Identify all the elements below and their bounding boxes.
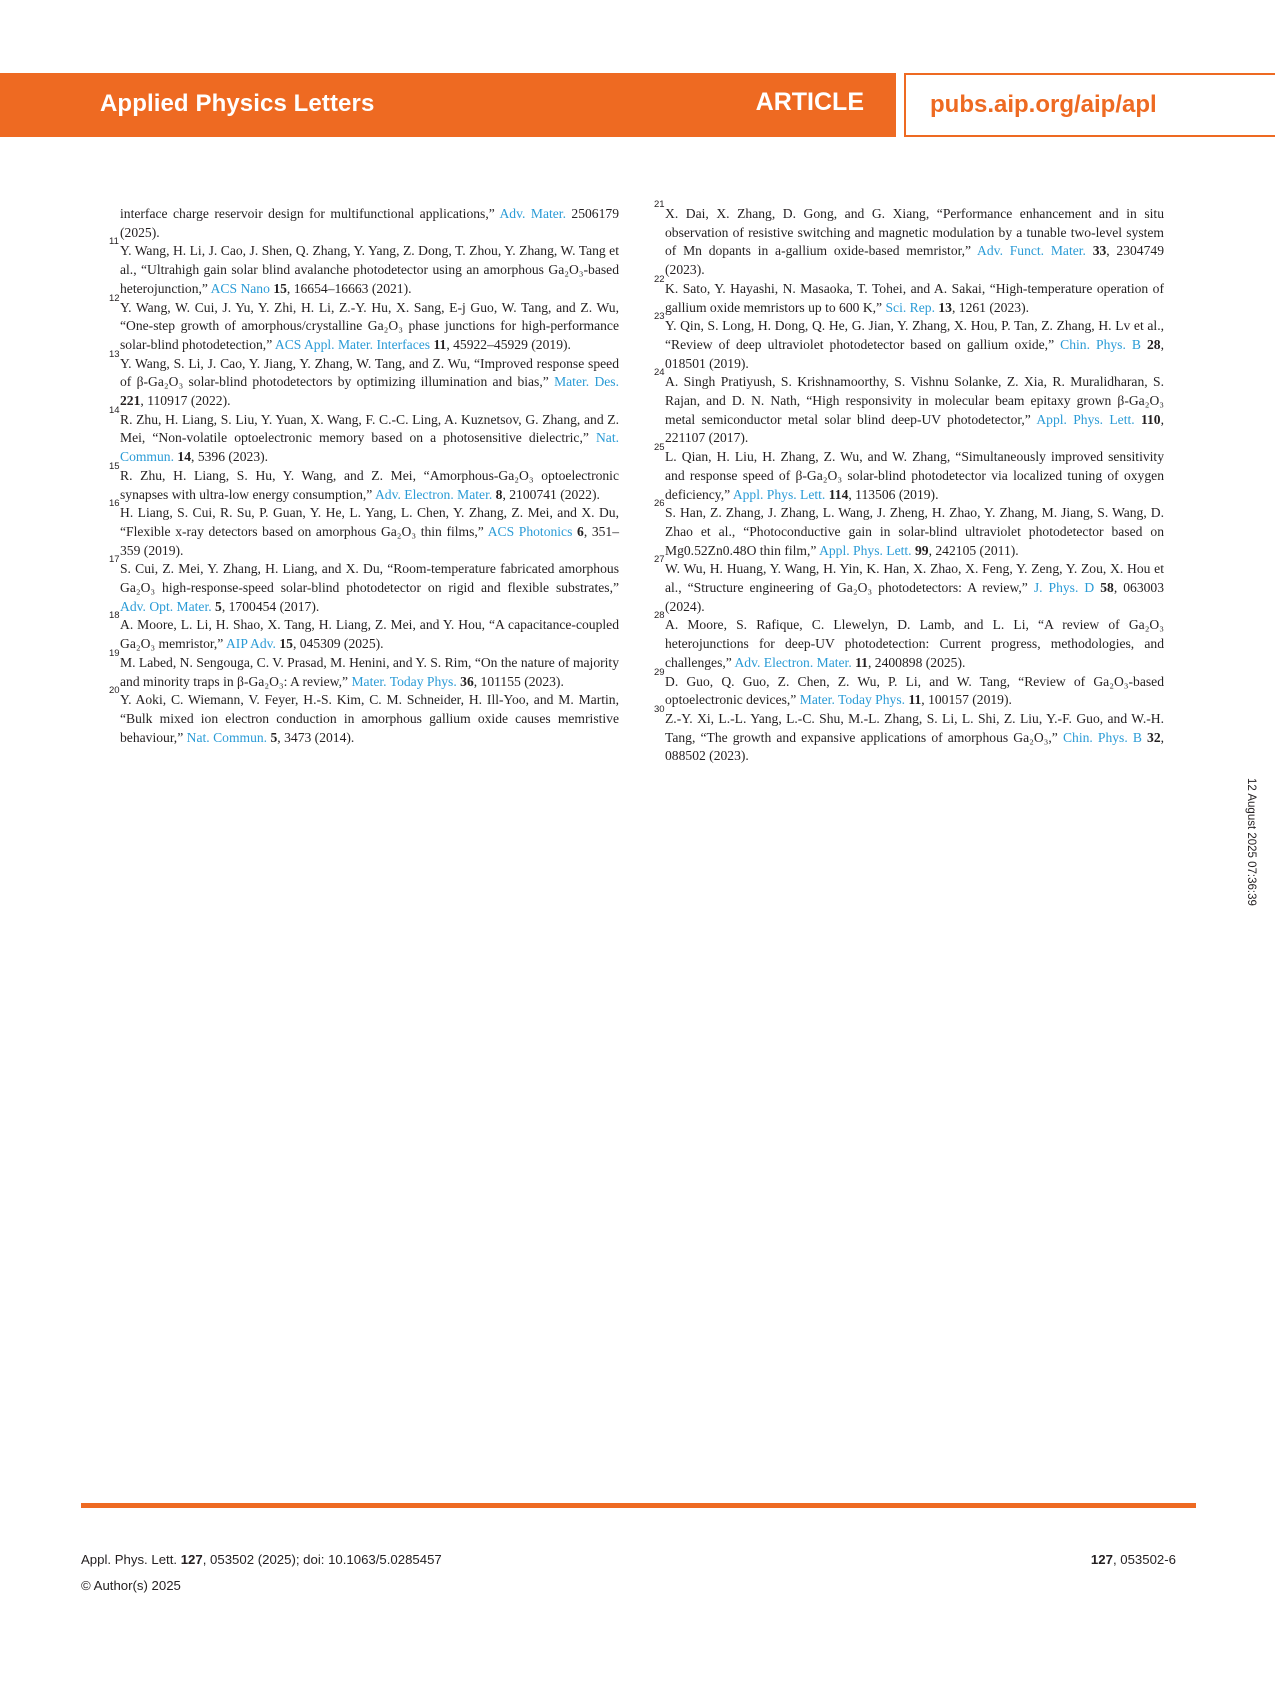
- reference-volume: 28: [1146, 336, 1161, 352]
- reference-volume: 15: [273, 280, 287, 296]
- reference-pages: , 45922–45929 (2019).: [446, 336, 571, 352]
- reference-pages: , 2100741 (2022).: [502, 486, 600, 502]
- journal-link[interactable]: Chin. Phys. B: [1062, 729, 1142, 745]
- reference-text: Y. Wang, H. Li, J. Cao, J. Shen, Q. Zhang, Y. Yang, Z. Dong, T. Zhou, Y. Zhang, W. Tang et al., “Ultrahigh gain solar blind avalanche photodetector using an amorphous Ga₂O₃-based heterojunction,”: [120, 243, 619, 296]
- reference-text: R. Zhu, H. Liang, S. Liu, Y. Yuan, X. Wang, F. C.-C. Ling, A. Kuznetsov, G. Zhang, and Z. Mei, “Non-volatile optoelectronic memory based on a photosensitive dielectric,”: [120, 411, 619, 446]
- reference-pages: , 018501 (2019).: [665, 336, 1164, 371]
- reference-text: D. Guo, Q. Guo, Z. Chen, Z. Wu, P. Li, and W. Tang, “Review of Ga₂O₃-based optoelectronic devices,”: [665, 673, 1164, 708]
- reference-text: H. Liang, S. Cui, R. Su, P. Guan, Y. He, L. Yang, L. Chen, Y. Zhang, Z. Mei, and X. Du, “Flexible x-ray detectors based on amorphous Ga₂O₃ thin films,”: [120, 505, 619, 539]
- reference-pages: , 5396 (2023).: [191, 449, 269, 465]
- journal-link[interactable]: Appl. Phys. Lett.: [819, 542, 912, 558]
- reference-volume: 5: [270, 729, 278, 745]
- reference-number: 17: [109, 554, 120, 566]
- reference-volume: 11: [855, 654, 868, 670]
- reference-number: 27: [654, 554, 665, 566]
- reference-volume: 33: [1092, 243, 1107, 259]
- reference-entry: [109, 647, 620, 691]
- references-left-column: [109, 205, 620, 747]
- journal-link[interactable]: Sci. Rep.: [885, 299, 935, 315]
- reference-pages: , 16654–16663 (2021).: [286, 280, 412, 296]
- reference-pages: , 045309 (2025).: [292, 636, 384, 652]
- reference-pages: , 101155 (2023).: [473, 673, 564, 689]
- reference-text: K. Sato, Y. Hayashi, N. Masaoka, T. Tohei, and A. Sakai, “High-temperature operation of gallium oxide memristors up to 600 K,”: [665, 280, 1164, 315]
- reference-text: Z.-Y. Xi, L.-L. Yang, L.-C. Shu, M.-L. Zhang, S. Li, L. Shi, Z. Liu, Y.-F. Guo, and W.-H. Tang, “The growth and expansive applications of amorphous Ga₂O₃,”: [665, 710, 1164, 745]
- reference-pages: , 1261 (2023).: [951, 299, 1029, 315]
- reference-pages: , 100157 (2019).: [921, 692, 1012, 708]
- reference-number: 20: [109, 685, 120, 697]
- reference-number: 15: [109, 460, 120, 472]
- reference-volume: 221: [120, 393, 141, 409]
- reference-volume: 99: [914, 542, 929, 558]
- journal-link[interactable]: Appl. Phys. Lett.: [732, 486, 826, 502]
- reference-number: 24: [654, 367, 665, 379]
- journal-link[interactable]: Nat. Commun.: [120, 430, 619, 465]
- reference-text: A. Singh Pratiyush, S. Krishnamoorthy, S. Vishnu Solanke, Z. Xia, R. Muralidharan, S. Rajan, and D. N. Nath, “High responsivity in molecular beam epitaxy grown β-Ga₂O₃ metal semiconductor metal solar blind deep-UV photodetector,”: [665, 374, 1164, 427]
- reference-volume: 36: [460, 673, 474, 689]
- reference-pages: , 351–359 (2019).: [120, 523, 620, 558]
- reference-pages: , 2400898 (2025).: [867, 654, 966, 670]
- reference-volume: 14: [177, 449, 192, 465]
- reference-number: 19: [109, 647, 120, 659]
- reference-pages: , 088502 (2023).: [665, 729, 1165, 764]
- journal-link[interactable]: ACS Nano: [210, 280, 270, 296]
- reference-volume: 32: [1147, 729, 1161, 745]
- journal-link[interactable]: Adv. Opt. Mater.: [120, 598, 212, 614]
- reference-entry: [120, 205, 619, 242]
- reference-pages: , 063003 (2024).: [665, 580, 1164, 614]
- reference-number: 16: [109, 498, 120, 510]
- reference-pages: , 221107 (2017).: [665, 411, 1165, 446]
- reference-volume: 5: [215, 598, 222, 614]
- reference-text: Y. Wang, S. Li, J. Cao, Y. Jiang, Y. Zhang, W. Tang, and Z. Wu, “Improved response speed of β-Ga₂O₃ solar-blind photodetectors by optimizing illumination and bias,”: [120, 355, 619, 390]
- reference-entry: [654, 273, 1164, 317]
- journal-link[interactable]: Mater. Today Phys.: [799, 692, 906, 708]
- article-type-label: ARTICLE: [755, 88, 864, 116]
- reference-volume: 8: [495, 486, 503, 502]
- reference-text: Y. Aoki, C. Wiemann, V. Feyer, H.-S. Kim, C. M. Schneider, H. Ill-Yoo, and M. Martin, “Bulk mixed ion electron conduction in amorphous gallium oxide causes memristive behaviour,”: [120, 692, 619, 745]
- reference-text: Y. Qin, S. Long, H. Dong, Q. He, G. Jian, Y. Zhang, X. Hou, P. Tan, Z. Zhang, H. Lv et al., “Review of deep ultraviolet photodetector based on gallium oxide,”: [665, 318, 1164, 352]
- reference-entry: [654, 703, 1165, 766]
- journal-link[interactable]: Adv. Electron. Mater.: [374, 486, 493, 502]
- reference-text: S. Han, Z. Zhang, J. Zhang, L. Wang, J. Zheng, H. Zhao, Y. Zhang, M. Jiang, S. Wang, D. Zhao et al., “Photoconductive gain in solar-blind ultraviolet photodetector based on Mg0.52Zn0.48O thin film,”: [665, 505, 1164, 558]
- reference-pages: , 113506 (2019).: [848, 486, 939, 502]
- reference-pages: , 2304749 (2023).: [665, 243, 1164, 278]
- footer-citation: Appl. Phys. Lett. 127, 053502 (2025); doi: 10.1063/5.0285457: [81, 1552, 442, 1567]
- footer-page-number: 127, 053502-6: [1090, 1552, 1176, 1567]
- reference-number: 13: [109, 348, 120, 360]
- journal-link[interactable]: J. Phys. D: [1033, 580, 1095, 596]
- journal-link[interactable]: Nat. Commun.: [186, 729, 268, 745]
- reference-volume: 6: [577, 523, 584, 539]
- footer-citation-block: [81, 1547, 442, 1599]
- reference-pages: , 110917 (2022).: [140, 393, 231, 409]
- reference-text: interface charge reservoir design for multifunctional applications,”: [120, 206, 500, 221]
- reference-number: 26: [654, 498, 665, 510]
- journal-link[interactable]: Adv. Mater.: [499, 206, 566, 221]
- footer-copyright: © Author(s) 2025: [81, 1578, 181, 1593]
- journal-link[interactable]: Mater. Des.: [554, 374, 619, 390]
- journal-url-link[interactable]: pubs.aip.org/aip/apl: [930, 91, 1157, 118]
- journal-title: Applied Physics Letters: [100, 90, 375, 117]
- reference-volume: 11: [433, 336, 447, 352]
- reference-number: 12: [109, 292, 120, 304]
- reference-text: R. Zhu, H. Liang, S. Hu, Y. Wang, and Z. Mei, “Amorphous-Ga₂O₃ optoelectronic synapses with ultra-low energy consumption,”: [120, 467, 619, 502]
- reference-volume: 15: [279, 636, 293, 652]
- journal-link[interactable]: Adv. Funct. Mater.: [977, 243, 1086, 259]
- reference-text: L. Qian, H. Liu, H. Zhang, Z. Wu, and W. Zhang, “Simultaneously improved sensitivity and response speed of β-Ga₂O₃ solar-blind photodetector via localized tuning of oxygen deficiency,”: [665, 449, 1164, 502]
- reference-number: 23: [654, 311, 665, 323]
- journal-link[interactable]: Appl. Phys. Lett.: [1036, 411, 1135, 427]
- reference-volume: 114: [828, 486, 849, 502]
- journal-link[interactable]: AIP Adv.: [225, 636, 276, 652]
- reference-pages: , 242105 (2011).: [928, 542, 1019, 558]
- reference-pages: , 3473 (2014).: [277, 729, 355, 745]
- reference-number: 30: [654, 703, 665, 715]
- reference-number: 25: [654, 442, 665, 454]
- references-right-column: [654, 199, 1165, 766]
- reference-text: X. Dai, X. Zhang, D. Gong, and G. Xiang, “Performance enhancement and in situ observation of resistive switching and magnetic modulation by a tunable two-level system of Mn dopants in a-gallium oxide-based memristor,”: [665, 206, 1164, 259]
- reference-number: 14: [109, 404, 120, 416]
- journal-link[interactable]: ACS Appl. Mater. Interfaces: [274, 336, 431, 352]
- journal-link[interactable]: ACS Photonics: [487, 523, 573, 539]
- reference-volume: 13: [938, 299, 952, 315]
- reference-number: 22: [654, 273, 665, 285]
- journal-link[interactable]: Mater. Today Phys.: [351, 673, 457, 689]
- reference-text: W. Wu, H. Huang, Y. Wang, H. Yin, K. Han, X. Zhao, X. Feng, Y. Zeng, Y. Zou, X. Hou et al., “Structure engineering of Ga₂O₃ photodetectors: A review,”: [665, 561, 1164, 596]
- reference-text: S. Cui, Z. Mei, Y. Zhang, H. Liang, and X. Du, “Room-temperature fabricated amorphous Ga₂O₃ high-response-speed solar-blind photodetector on rigid and flexible substrates,”: [120, 561, 619, 596]
- journal-header-bar: [0, 73, 896, 137]
- reference-volume: 58: [1100, 580, 1114, 596]
- reference-number: 18: [109, 610, 120, 622]
- reference-number: 28: [654, 610, 665, 622]
- reference-number: 11: [109, 236, 119, 248]
- reference-text: A. Moore, S. Rafique, C. Llewelyn, D. Lamb, and L. Li, “A review of Ga₂O₃ heterojunctions for deep-UV photodetection: Current progress, methodologies, and challenges,”: [665, 617, 1164, 670]
- reference-pages: , 1700454 (2017).: [221, 598, 320, 614]
- reference-volume: 110: [1140, 411, 1161, 427]
- reference-entry: [109, 685, 619, 747]
- reference-number: 21: [654, 199, 665, 210]
- reference-number: 29: [654, 666, 665, 678]
- download-timestamp: 12 August 2025 07:36:39: [1245, 778, 1257, 906]
- reference-pages: 2506179 (2025).: [120, 206, 619, 240]
- reference-text: M. Labed, N. Sengouga, C. V. Prasad, M. Henini, and Y. S. Rim, “On the nature of majority and minority traps in β-Ga₂O₃: A review,”: [120, 654, 620, 689]
- journal-url-box[interactable]: [904, 73, 1275, 137]
- reference-volume: 11: [908, 692, 922, 708]
- footer-divider: [81, 1503, 1196, 1508]
- journal-link[interactable]: Adv. Electron. Mater.: [734, 654, 852, 670]
- journal-link[interactable]: Chin. Phys. B: [1060, 336, 1141, 352]
- reference-text: Y. Wang, W. Cui, J. Yu, Y. Zhi, H. Li, Z.-Y. Hu, X. Sang, E-j Guo, W. Tang, and Z. Wu, “One-step growth of amorphous/crystalline Ga₂O₃ phase junctions for high-performance solar-blind photodetection,”: [120, 299, 619, 352]
- reference-text: A. Moore, L. Li, H. Shao, X. Tang, H. Liang, Z. Mei, and Y. Hou, “A capacitance-coupled Ga₂O₃ memristor,”: [120, 617, 619, 652]
